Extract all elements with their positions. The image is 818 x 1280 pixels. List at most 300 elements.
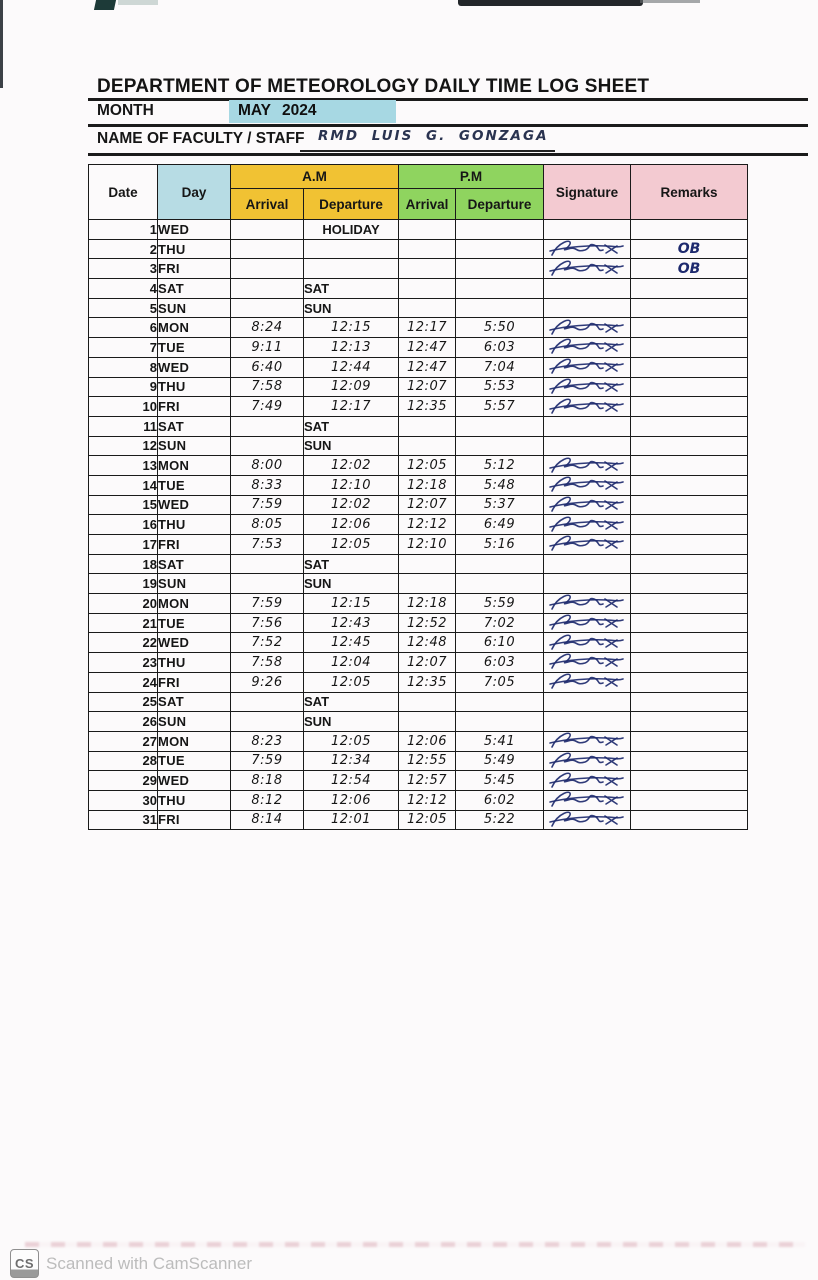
pm-arrival-cell [399,692,456,712]
am-departure-cell: SUN [304,436,399,456]
day-cell: SAT [158,416,231,436]
signature-cell [544,633,631,653]
signature-mark [547,632,627,652]
divider-line [88,124,808,127]
date-cell: 11 [89,416,158,436]
pm-departure-cell: 5:49 [456,751,544,771]
signature-mark [547,396,627,416]
pm-departure-cell: 5:41 [456,731,544,751]
pm-departure-cell: 6:03 [456,338,544,358]
remarks-cell [631,810,748,830]
remarks-cell [631,594,748,614]
date-cell: 4 [89,279,158,299]
remarks-cell [631,653,748,673]
signature-mark [547,612,627,632]
remarks-cell [631,712,748,732]
date-cell: 31 [89,810,158,830]
signature-cell [544,692,631,712]
signature-cell [544,653,631,673]
pm-arrival-cell [399,220,456,240]
pm-arrival-cell: 12:07 [399,653,456,673]
pm-arrival-cell [399,279,456,299]
am-arrival-cell: 8:12 [231,790,304,810]
remarks-cell [631,495,748,515]
pm-departure-cell [456,239,544,259]
remarks-cell [631,279,748,299]
day-cell: FRI [158,810,231,830]
date-cell: 26 [89,712,158,732]
signature-cell [544,456,631,476]
pm-arrival-cell: 12:35 [399,397,456,417]
day-cell: WED [158,771,231,791]
remarks-cell [631,397,748,417]
day-cell: SAT [158,554,231,574]
header-am: A.M [231,165,399,189]
pm-departure-cell: 5:12 [456,456,544,476]
date-cell: 9 [89,377,158,397]
remarks-cell [631,613,748,633]
signature-cell [544,298,631,318]
signature-mark [547,494,627,514]
am-arrival-cell: 9:11 [231,338,304,358]
pm-departure-cell: 5:22 [456,810,544,830]
signature-mark [547,455,627,475]
am-departure-cell: 12:15 [304,594,399,614]
date-cell: 15 [89,495,158,515]
am-departure-cell: SUN [304,712,399,732]
date-cell: 30 [89,790,158,810]
pm-arrival-cell: 12:17 [399,318,456,338]
remarks-cell [631,338,748,358]
date-cell: 20 [89,594,158,614]
remarks-cell [631,259,748,279]
signature-cell [544,672,631,692]
date-cell: 6 [89,318,158,338]
am-departure-cell: 12:01 [304,810,399,830]
pm-departure-cell [456,416,544,436]
table-row [89,594,748,614]
am-arrival-cell: 8:33 [231,475,304,495]
signature-cell [544,475,631,495]
faculty-name-label: NAME OF FACULTY / STAFF [97,130,305,147]
pm-departure-cell: 5:16 [456,535,544,555]
day-cell: MON [158,456,231,476]
table-row [89,377,748,397]
pm-arrival-cell: 12:47 [399,338,456,358]
day-cell: WED [158,357,231,377]
remarks-cell [631,731,748,751]
am-departure-cell [304,259,399,279]
date-cell: 12 [89,436,158,456]
day-cell: TUE [158,475,231,495]
pm-arrival-cell [399,239,456,259]
date-cell: 10 [89,397,158,417]
pm-departure-cell: 5:45 [456,771,544,791]
header-am-departure: Departure [304,189,399,220]
pm-departure-cell: 6:10 [456,633,544,653]
header-pm-departure: Departure [456,189,544,220]
day-cell: SUN [158,712,231,732]
signature-cell [544,594,631,614]
date-cell: 16 [89,515,158,535]
am-departure-cell: 12:06 [304,515,399,535]
pm-arrival-cell [399,298,456,318]
date-cell: 1 [89,220,158,240]
remarks-cell [631,456,748,476]
table-row [89,613,748,633]
scan-artifact-top-smudge [118,0,158,5]
date-cell: 18 [89,554,158,574]
signature-cell [544,239,631,259]
pm-arrival-cell: 12:52 [399,613,456,633]
remarks-cell [631,318,748,338]
day-cell: MON [158,594,231,614]
day-cell: FRI [158,535,231,555]
pm-arrival-cell: 12:05 [399,810,456,830]
pm-departure-cell [456,574,544,594]
day-cell: SUN [158,574,231,594]
signature-mark [547,258,627,278]
pm-departure-cell: 5:37 [456,495,544,515]
remarks-cell [631,357,748,377]
pm-arrival-cell: 12:06 [399,731,456,751]
pm-arrival-cell [399,574,456,594]
am-arrival-cell: 7:49 [231,397,304,417]
am-departure-cell: 12:43 [304,613,399,633]
signature-mark [547,336,627,356]
scan-artifact-top-bar-faint [640,0,700,3]
am-arrival-cell: 7:59 [231,751,304,771]
table-row [89,318,748,338]
table-row [89,672,748,692]
day-cell: THU [158,790,231,810]
date-cell: 22 [89,633,158,653]
signature-cell [544,771,631,791]
pm-arrival-cell: 12:55 [399,751,456,771]
signature-cell [544,574,631,594]
remarks-cell [631,298,748,318]
pm-departure-cell: 5:57 [456,397,544,417]
header-day: Day [158,165,231,220]
pm-departure-cell [456,436,544,456]
signature-mark [547,592,627,612]
day-cell: MON [158,318,231,338]
header-date: Date [89,165,158,220]
pm-arrival-cell: 12:18 [399,594,456,614]
am-departure-cell: SUN [304,574,399,594]
camscanner-logo-icon [10,1249,39,1278]
table-row [89,397,748,417]
pm-departure-cell: 5:48 [456,475,544,495]
signature-mark [547,238,627,258]
pm-arrival-cell: 12:12 [399,790,456,810]
day-cell: THU [158,653,231,673]
signature-cell [544,613,631,633]
remarks-cell [631,790,748,810]
signature-mark [547,474,627,494]
signature-cell [544,318,631,338]
day-cell: TUE [158,613,231,633]
signature-cell [544,259,631,279]
am-departure-cell: 12:44 [304,357,399,377]
pm-arrival-cell [399,712,456,732]
date-cell: 28 [89,751,158,771]
signature-cell [544,436,631,456]
date-cell: 17 [89,535,158,555]
signature-mark [547,356,627,376]
remarks-cell [631,436,748,456]
header-signature: Signature [544,165,631,220]
signature-cell [544,397,631,417]
am-departure-cell: 12:09 [304,377,399,397]
remark-handwritten: OB [677,241,701,258]
am-departure-cell: 12:17 [304,397,399,417]
pm-departure-cell: 7:05 [456,672,544,692]
remarks-cell [631,771,748,791]
signature-mark [547,671,627,691]
am-departure-cell: 12:15 [304,318,399,338]
am-arrival-cell: 7:58 [231,653,304,673]
table-row [89,495,748,515]
table-row [89,279,748,299]
signature-mark [547,533,627,553]
table-row [89,751,748,771]
signature-cell [544,495,631,515]
table-row [89,554,748,574]
date-cell: 29 [89,771,158,791]
day-cell: WED [158,633,231,653]
am-departure-cell: 12:10 [304,475,399,495]
pm-arrival-cell: 12:05 [399,456,456,476]
faculty-name-handwritten: RMD LUIS G. GONZAGA [318,128,549,144]
name-underline [300,150,555,152]
day-cell: THU [158,239,231,259]
remarks-cell [631,554,748,574]
table-row [89,771,748,791]
am-departure-cell: 12:34 [304,751,399,771]
day-cell: THU [158,515,231,535]
date-cell: 3 [89,259,158,279]
am-arrival-cell: 8:24 [231,318,304,338]
am-departure-cell [304,239,399,259]
table-row [89,475,748,495]
date-cell: 21 [89,613,158,633]
day-cell: WED [158,220,231,240]
remarks-cell [631,672,748,692]
pm-departure-cell [456,712,544,732]
am-arrival-cell [231,436,304,456]
am-arrival-cell: 7:53 [231,535,304,555]
signature-cell [544,731,631,751]
am-departure-cell: 12:05 [304,731,399,751]
remarks-cell [631,751,748,771]
day-cell: SAT [158,279,231,299]
table-header [89,165,748,220]
table-row [89,259,748,279]
am-departure-cell: SAT [304,416,399,436]
divider-line [88,153,808,156]
remarks-cell [631,377,748,397]
date-cell: 13 [89,456,158,476]
pm-arrival-cell [399,436,456,456]
am-arrival-cell: 8:23 [231,731,304,751]
pm-arrival-cell: 12:07 [399,377,456,397]
camscanner-text: Scanned with CamScanner [46,1253,253,1273]
am-arrival-cell: 7:59 [231,495,304,515]
day-cell: SUN [158,436,231,456]
signature-mark [547,514,627,534]
signature-cell [544,220,631,240]
day-cell: SAT [158,692,231,712]
pm-arrival-cell: 12:18 [399,475,456,495]
am-arrival-cell [231,298,304,318]
remarks-cell [631,416,748,436]
am-arrival-cell: 8:00 [231,456,304,476]
remarks-cell [631,239,748,259]
day-cell: SUN [158,298,231,318]
table-row [89,456,748,476]
table-row [89,692,748,712]
signature-mark [547,789,627,809]
pm-departure-cell: 5:50 [456,318,544,338]
signature-mark [547,730,627,750]
am-departure-cell: 12:45 [304,633,399,653]
table-row [89,712,748,732]
month-label: MONTH [97,102,154,119]
pm-arrival-cell: 12:07 [399,495,456,515]
table-row [89,357,748,377]
signature-cell [544,535,631,555]
signature-mark [547,770,627,790]
am-arrival-cell [231,416,304,436]
am-arrival-cell [231,712,304,732]
table-row [89,338,748,358]
signature-mark [547,809,627,829]
remark-handwritten: OB [677,260,701,277]
signature-cell [544,338,631,358]
pm-arrival-cell [399,554,456,574]
pm-arrival-cell: 12:48 [399,633,456,653]
pm-arrival-cell: 12:12 [399,515,456,535]
header-pm-arrival: Arrival [399,189,456,220]
table-row [89,298,748,318]
am-departure-cell: SAT [304,692,399,712]
table-row [89,810,748,830]
pm-arrival-cell [399,259,456,279]
am-departure-cell: SAT [304,554,399,574]
day-cell: TUE [158,751,231,771]
pm-departure-cell [456,279,544,299]
pm-arrival-cell: 12:47 [399,357,456,377]
am-arrival-cell [231,692,304,712]
remarks-cell [631,535,748,555]
am-arrival-cell [231,554,304,574]
remarks-cell [631,574,748,594]
scan-artifact-left-edge [0,0,3,88]
table-row [89,239,748,259]
am-arrival-cell: 8:14 [231,810,304,830]
am-departure-cell: 12:05 [304,672,399,692]
day-cell: WED [158,495,231,515]
signature-cell [544,790,631,810]
am-arrival-cell: 8:18 [231,771,304,791]
pm-departure-cell: 7:02 [456,613,544,633]
am-arrival-cell [231,239,304,259]
signature-mark [547,376,627,396]
pm-arrival-cell [399,416,456,436]
day-cell: FRI [158,259,231,279]
pm-departure-cell [456,298,544,318]
am-departure-cell: 12:05 [304,535,399,555]
pm-departure-cell: 6:49 [456,515,544,535]
signature-cell [544,515,631,535]
pm-arrival-cell: 12:57 [399,771,456,791]
remarks-cell [631,633,748,653]
date-cell: 7 [89,338,158,358]
table-row [89,790,748,810]
signature-cell [544,279,631,299]
am-departure-cell: 12:06 [304,790,399,810]
pm-departure-cell [456,220,544,240]
form-title: DEPARTMENT OF METEOROLOGY DAILY TIME LOG SHEET [97,76,650,97]
signature-cell [544,751,631,771]
day-cell: MON [158,731,231,751]
table-row [89,633,748,653]
pm-departure-cell: 7:04 [456,357,544,377]
scan-artifact-top-bar [458,0,643,6]
table-row [89,515,748,535]
signature-cell [544,554,631,574]
day-cell: FRI [158,672,231,692]
remarks-cell [631,692,748,712]
am-arrival-cell: 7:59 [231,594,304,614]
am-departure-cell: 12:54 [304,771,399,791]
remarks-cell [631,515,748,535]
am-departure-cell: SAT [304,279,399,299]
signature-cell [544,810,631,830]
signature-cell [544,357,631,377]
am-departure-cell: 12:13 [304,338,399,358]
am-departure-cell: HOLIDAY [304,220,399,240]
date-cell: 24 [89,672,158,692]
am-arrival-cell [231,279,304,299]
signature-mark [547,750,627,770]
day-cell: FRI [158,397,231,417]
camscanner-badge-text: CS [14,1256,35,1271]
am-departure-cell: 12:04 [304,653,399,673]
log-table-body [89,220,748,830]
am-arrival-cell: 6:40 [231,357,304,377]
scan-artifact-top-patch [94,0,116,10]
pm-departure-cell [456,259,544,279]
am-arrival-cell: 7:58 [231,377,304,397]
divider-line [88,98,808,101]
pm-departure-cell: 6:03 [456,653,544,673]
day-cell: THU [158,377,231,397]
signature-mark [547,651,627,671]
day-cell: TUE [158,338,231,358]
remarks-cell [631,475,748,495]
header-pm: P.M [399,165,544,189]
signature-cell [544,416,631,436]
date-cell: 5 [89,298,158,318]
am-arrival-cell: 7:52 [231,633,304,653]
am-arrival-cell [231,574,304,594]
pm-departure-cell: 5:53 [456,377,544,397]
am-departure-cell: SUN [304,298,399,318]
scan-artifact-noise-band [25,1242,805,1247]
pm-departure-cell [456,554,544,574]
